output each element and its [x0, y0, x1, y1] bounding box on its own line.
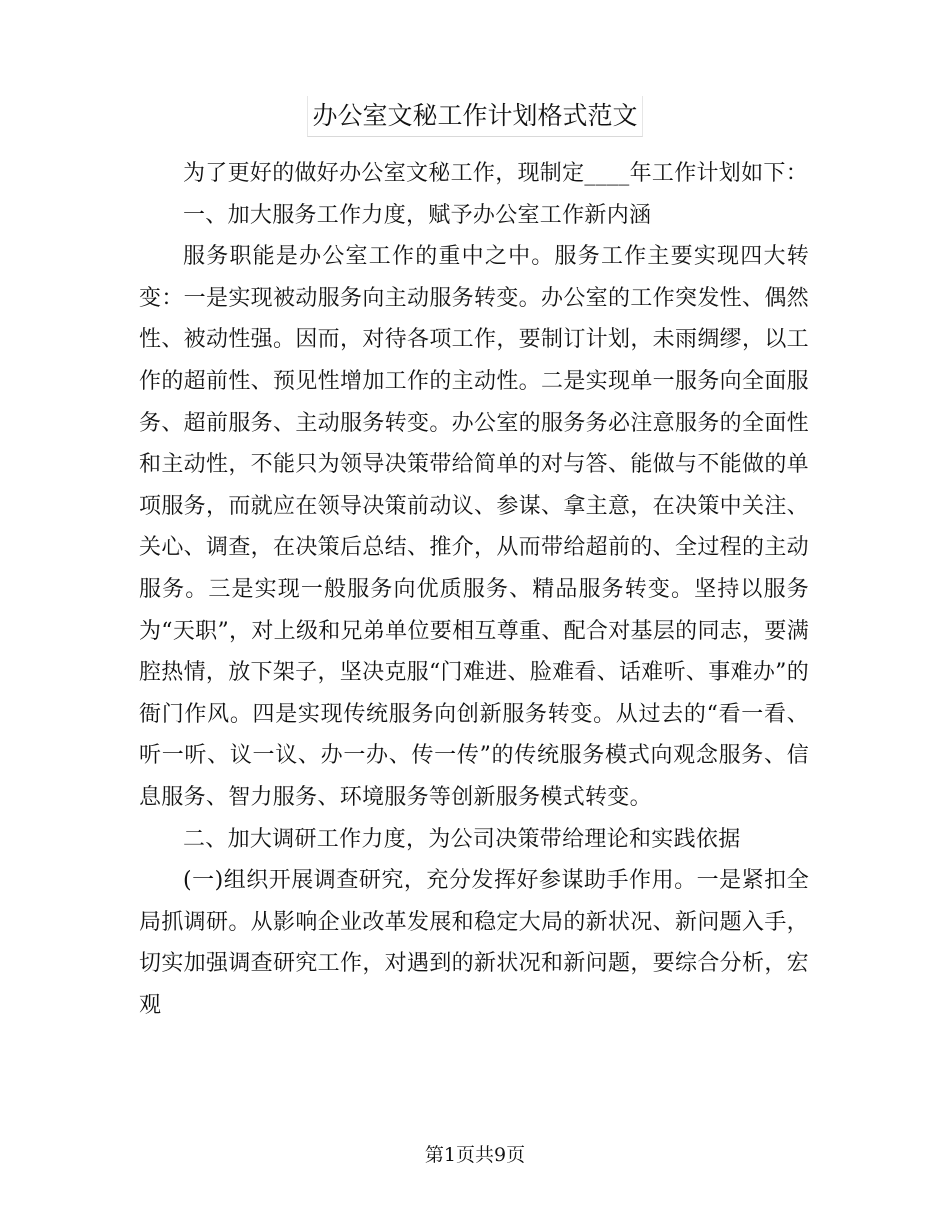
paragraph-service: 服务职能是办公室工作的重中之中。服务工作主要实现四大转变：一是实现被动服务向主动服务转变。办公室的工作突发性、偶然性、被动性强。因而，对待各项工作，要制订计划，未雨绸缪，以工作的超前性、预见性增加工作的主动性。二是实现单一服务向全面服务、超前服务、主动服务转变。办公室的服务务必注意服务的全面性和主动性，不能只为领导决策带给简单的对与答、能做与不能做的单项服务，而就应在领导决策前动议、参谋、拿主意，在决策中关注、关心、调查，在决策后总结、推介，从而带给超前的、全过程的主动服务。三是实现一般服务向优质服务、精品服务转变。坚持以服务为“天职”，对上级和兄弟单位要相互尊重、配合对基层的同志，要满腔热情，放下架子，坚决克服“门难进、脸难看、话难听、事难办”的衙门作风。四是实现传统服务向创新服务转变。从过去的“看一看、听一听、议一议、办一办、传一传”的传统服务模式向观念服务、信息服务、智力服务、环境服务等创新服务模式转变。	[139, 244, 809, 810]
paragraph-intro: 为了更好的做好办公室文秘工作，现制定____年工作计划如下：	[183, 161, 809, 186]
page-footer: 第1页共9页	[424, 1144, 526, 1166]
document-title: 办公室文秘工作计划格式范文	[307, 96, 642, 137]
section-heading-2: 二、加大调研工作力度，为公司决策带给理论和实践依据	[183, 826, 741, 852]
paragraph-research: (一)组织开展调查研究，充分发挥好参谋助手作用。一是紧扣全局抓调研。从影响企业改革发展和稳定大局的新状况、新问题入手，切实加强调查研究工作，对遇到的新状况和新问题，要综合分析，宏观	[139, 868, 809, 1018]
title-container	[0, 96, 950, 137]
section-heading-1: 一、加大服务工作力度，赋予办公室工作新内涵	[183, 202, 652, 228]
document-body	[139, 153, 809, 1026]
